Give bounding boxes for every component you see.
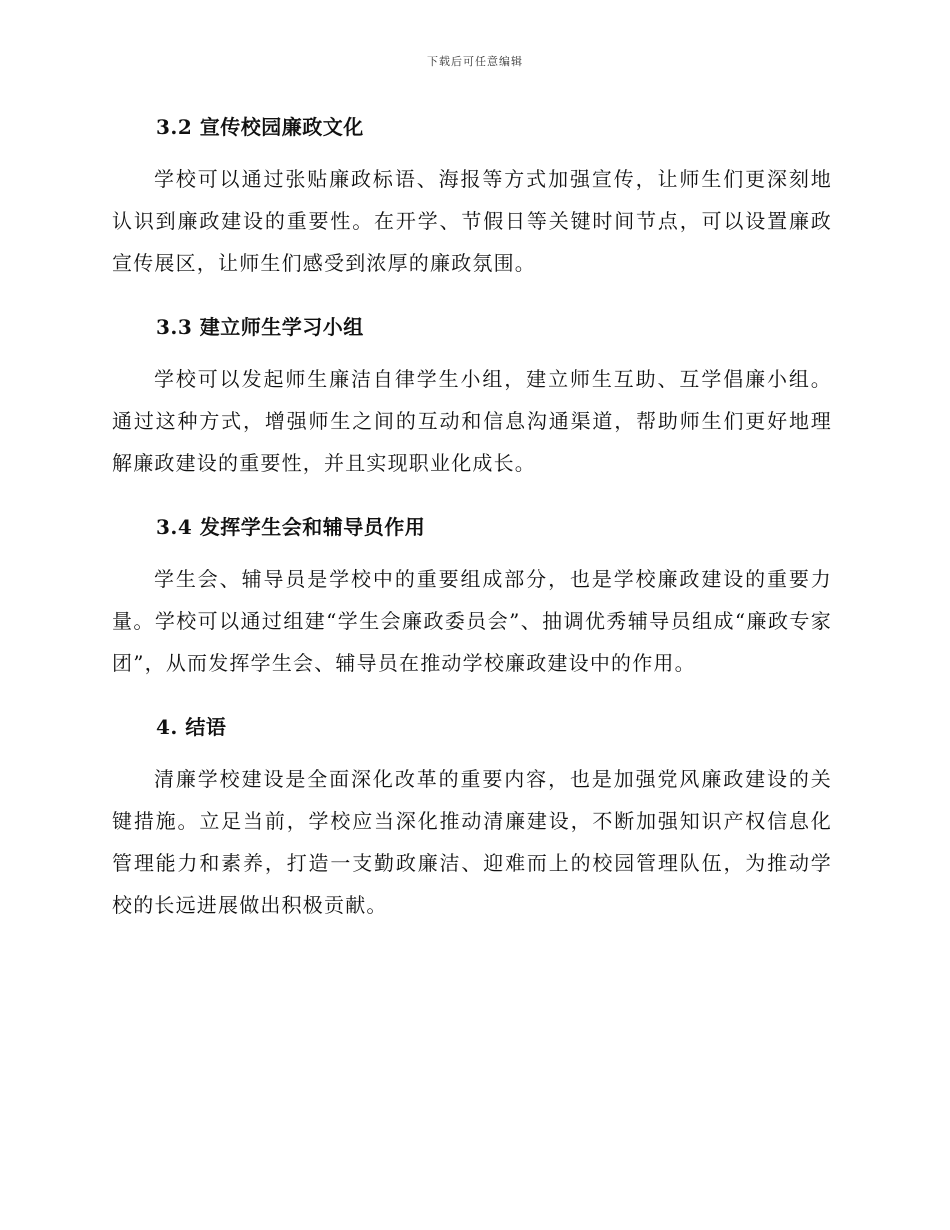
section-heading-conclusion: 4. 结语 bbox=[156, 715, 227, 739]
section-heading-3-3: 3.3 建立师生学习小组 bbox=[156, 315, 364, 339]
page-header-note: 下载后可任意编辑 bbox=[427, 55, 523, 68]
section-paragraph-3-2: 学校可以通过张贴廉政标语、海报等方式加强宣传，让师生们更深刻地认识到廉政建设的重要性。在开学、节假日等关键时间节点，可以设置廉政宣传展区，让师生们感受到浓厚的廉政氛围。 bbox=[112, 167, 832, 275]
section-heading-3-4: 3.4 发挥学生会和辅导员作用 bbox=[156, 515, 426, 539]
section-paragraph-3-3: 学校可以发起师生廉洁自律学生小组，建立师生互助、互学倡廉小组。通过这种方式，增强师生之间的互动和信息沟通渠道，帮助师生们更好地理解廉政建设的重要性，并且实现职业化成长。 bbox=[112, 367, 832, 475]
section-heading-3-2: 3.2 宣传校园廉政文化 bbox=[156, 115, 364, 139]
section-paragraph-3-4: 学生会、辅导员是学校中的重要组成部分，也是学校廉政建设的重要力量。学校可以通过组建“学生会廉政委员会”、抽调优秀辅导员组成“廉政专家团”，从而发挥学生会、辅导员在推动学校廉政建设中的作用。 bbox=[112, 567, 832, 675]
section-paragraph-conclusion: 清廉学校建设是全面深化改革的重要内容，也是加强党风廉政建设的关键措施。立足当前，学校应当深化推动清廉建设，不断加强知识产权信息化管理能力和素养，打造一支勤政廉洁、迎难而上的校园管理队伍，为推动学校的长远进展做出积极贡献。 bbox=[112, 767, 832, 917]
document-body bbox=[112, 110, 832, 926]
